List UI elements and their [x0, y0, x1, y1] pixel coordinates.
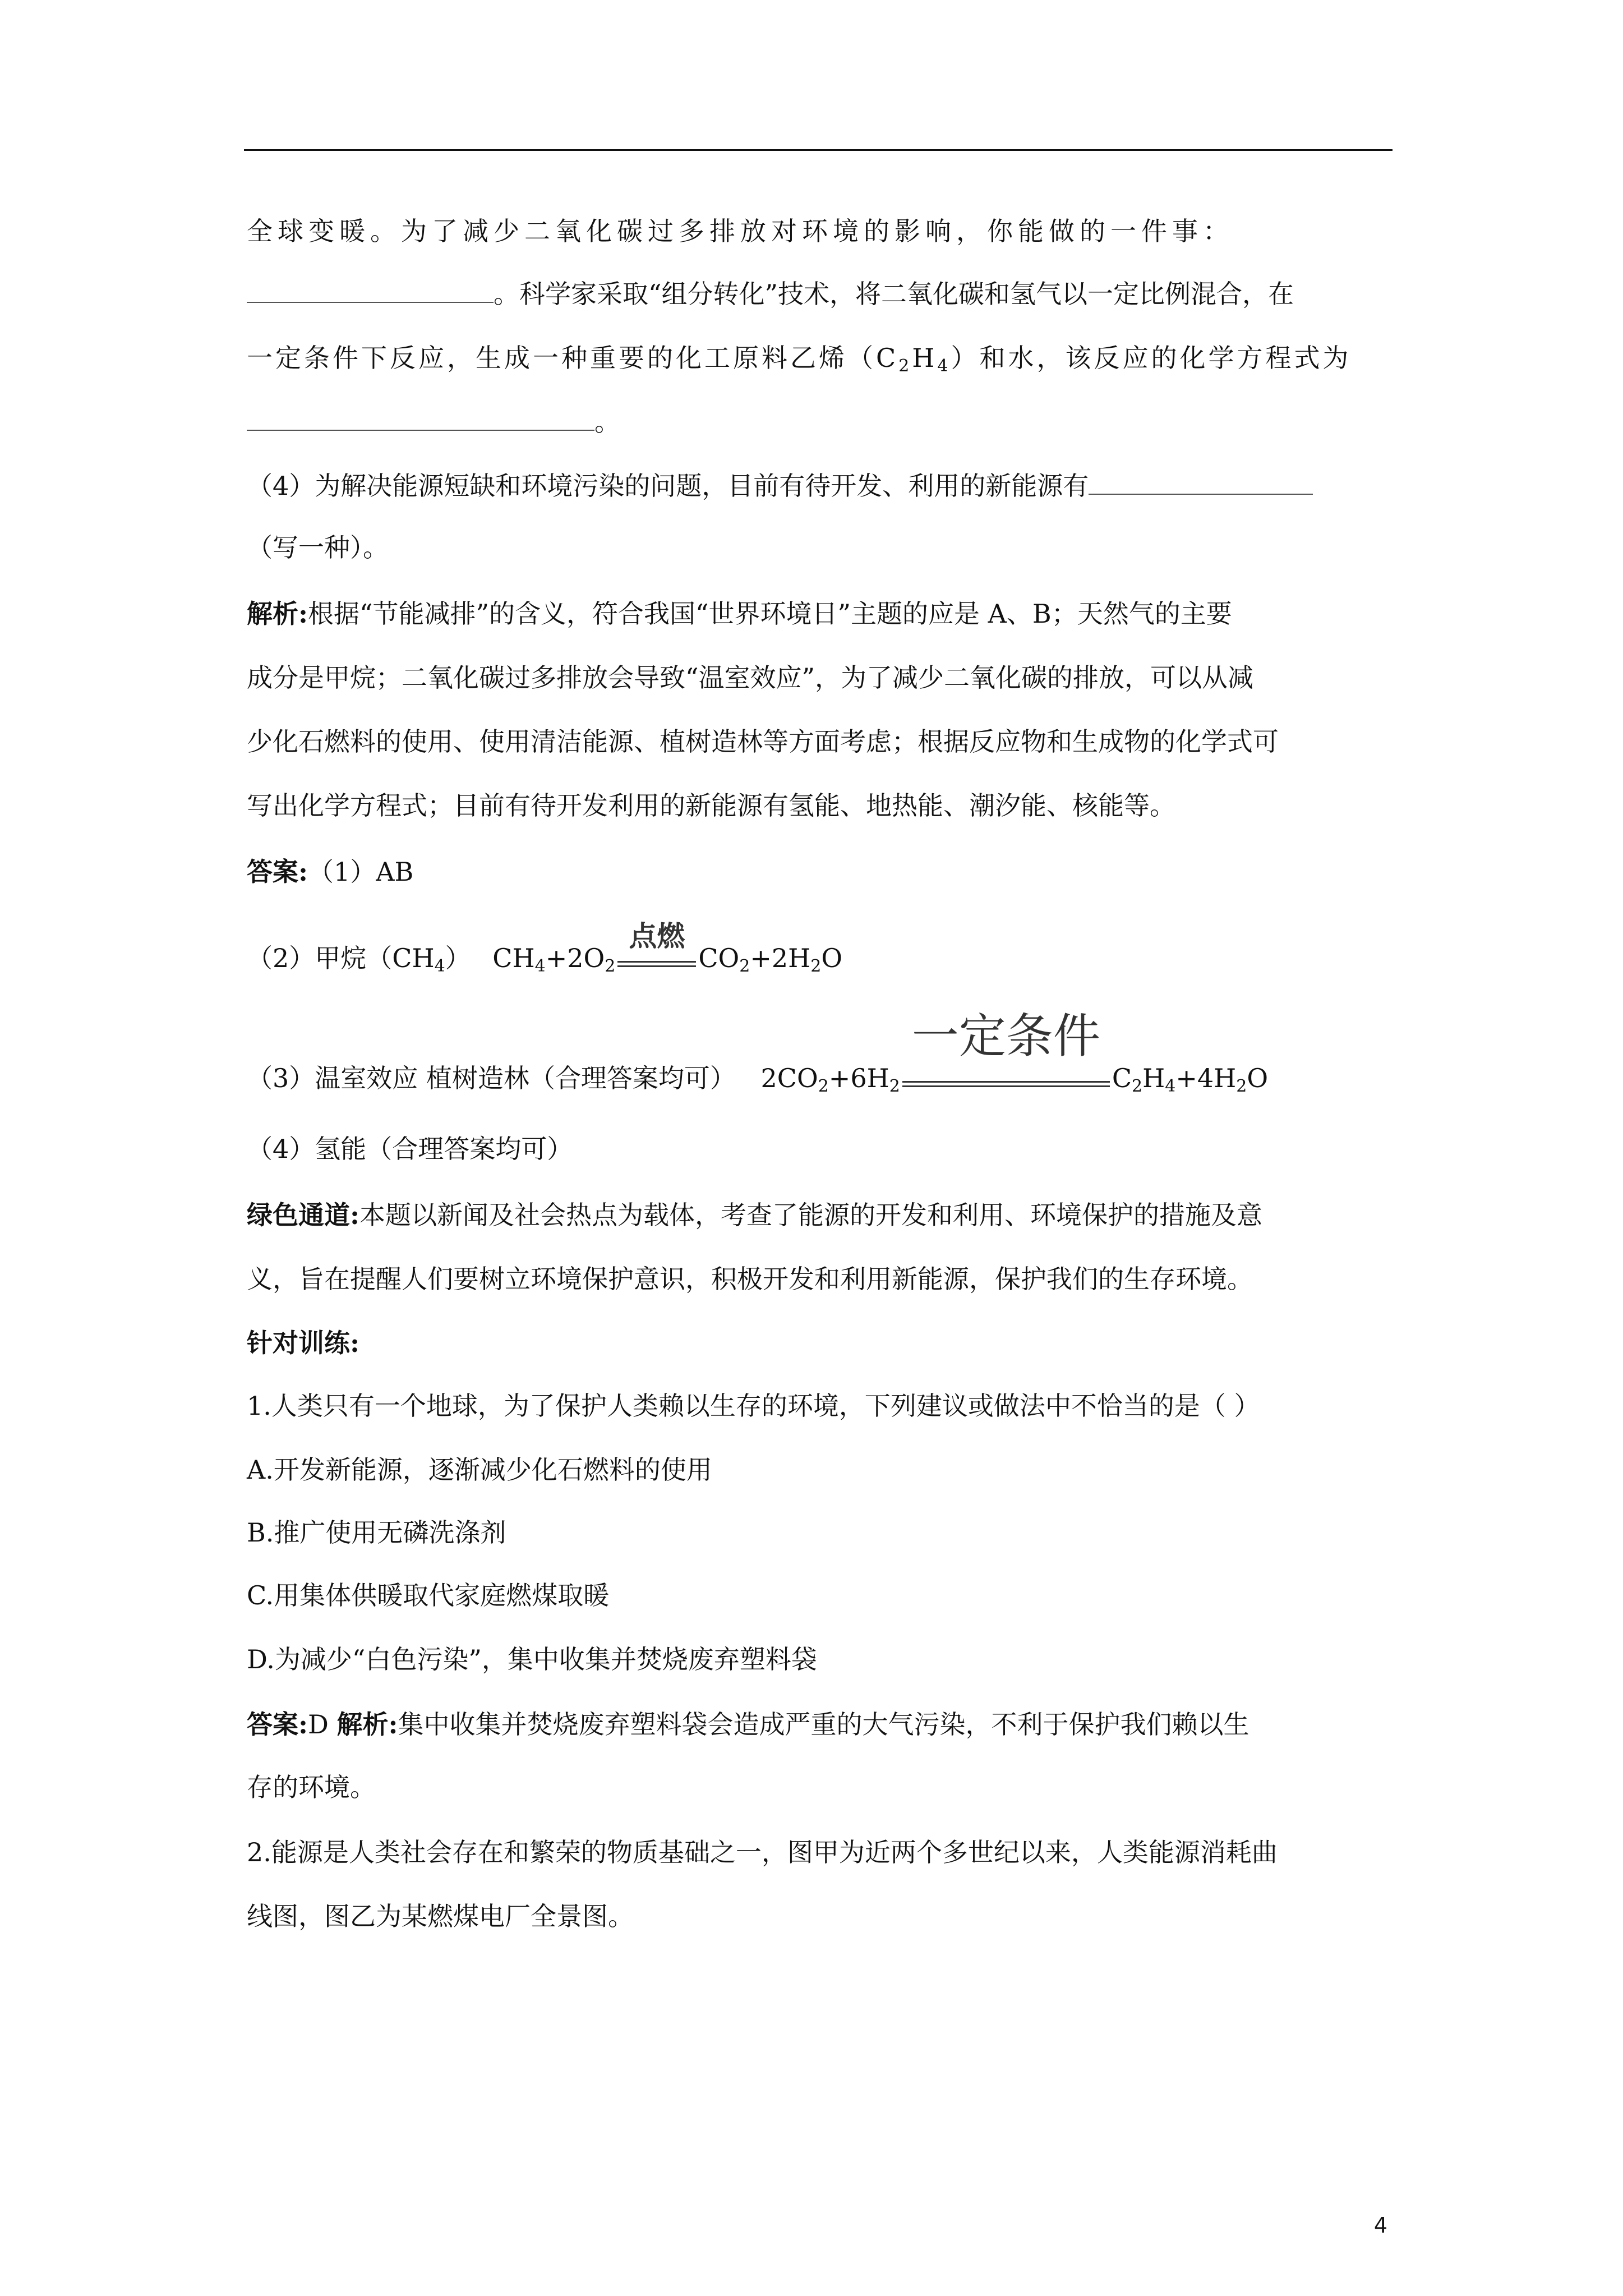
subscript: 4 — [1165, 1076, 1176, 1096]
subscript: 2 — [889, 1076, 900, 1096]
condition-certain: 一定条件 — [911, 1009, 1100, 1064]
green-channel-line-2: 义，旨在提醒人们要树立环境保护意识，积极开发和利用新能源，保护我们的生存环境。 — [247, 1264, 1253, 1294]
q4-line-2: （写一种）。 — [247, 532, 389, 563]
q4-line-1 — [247, 469, 1313, 503]
q3-line-4-text: 。 — [594, 407, 620, 437]
eq-term: H — [1142, 1063, 1165, 1093]
q3-line-1: 全球变暖。为了减少二氧化碳过多排放对环境的影响，你能做的一件事： — [247, 216, 1234, 246]
subscript: 2 — [739, 956, 750, 976]
q4-line-1-text: （4）为解决能源短缺和环境污染的问题，目前有待开发、利用的新能源有 — [247, 471, 1089, 501]
q1-option-c: C.用集体供暖取代家庭燃煤取暖 — [247, 1580, 610, 1611]
equals-bar — [617, 961, 696, 967]
analysis-line-4: 写出化学方程式；目前有待开发利用的新能源有氢能、地热能、潮汐能、核能等。 — [247, 790, 1175, 821]
q3-line-3 — [247, 341, 1352, 375]
eq-term: +6H — [828, 1063, 889, 1093]
eq-term: CO — [698, 943, 740, 973]
analysis-text-1: 根据“节能减排”的含义，符合我国“世界环境日”主题的应是 A、B；天然气的主要 — [307, 599, 1232, 629]
q3-line-2-text: 。科学家采取“组分转化”技术，将二氧化碳和氢气以一定比例混合，在 — [494, 279, 1294, 309]
answer-1: （1）AB — [307, 857, 414, 887]
q1-answer-line-2: 存的环境。 — [247, 1772, 376, 1802]
co2-conversion-equation — [760, 1009, 1269, 1096]
answer-line-1 — [247, 855, 413, 889]
q1-answer-line-1 — [247, 1708, 1249, 1741]
q3-line-2 — [247, 277, 1294, 311]
eq-term: C — [1112, 1063, 1132, 1093]
condition-ignite: 点燃 — [629, 920, 685, 953]
header-rule — [244, 149, 1393, 151]
training-heading: 针对训练: — [247, 1328, 359, 1358]
subscript: 4 — [937, 356, 951, 376]
subscript: 4 — [434, 956, 445, 976]
answer-line-3 — [247, 1009, 1269, 1096]
eq-term: +2O — [545, 943, 605, 973]
q3-line-3b: H — [912, 343, 938, 373]
q3-line-3c: ）和水，该反应的化学方程式为 — [951, 343, 1352, 373]
training-q2-line-2: 线图，图乙为某燃煤电厂全景图。 — [247, 1901, 634, 1931]
answer-2-close: ） — [445, 943, 471, 973]
reaction-condition-sign — [617, 920, 696, 967]
answer-line-2 — [247, 920, 843, 976]
q3-line-4 — [247, 405, 620, 439]
q1-analysis-text: 集中收集并焚烧废弃塑料袋会造成严重的大气污染，不利于保护我们赖以生 — [398, 1709, 1249, 1740]
subscript: 2 — [605, 956, 616, 976]
green-channel-label: 绿色通道: — [247, 1200, 359, 1230]
eq-term: O — [821, 943, 843, 973]
methane-combustion-equation — [492, 920, 843, 976]
training-q2-line-1: 2.能源是人类社会存在和繁荣的物质基础之一，图甲为近两个多世纪以来，人类能源消耗曲 — [247, 1837, 1278, 1867]
page-number: 4 — [1373, 2213, 1387, 2238]
subscript: 2 — [810, 956, 822, 976]
reaction-condition-sign — [902, 1009, 1110, 1087]
green-channel-line-1 — [247, 1198, 1262, 1232]
eq-term: CH — [492, 943, 535, 973]
new-energy-blank[interactable] — [1089, 471, 1313, 495]
answer-line-4: （4）氢能（合理答案均可） — [247, 1134, 573, 1164]
eq-term: +2H — [750, 943, 811, 973]
q1-answer-value: D — [307, 1709, 337, 1740]
q3-line-3a: 一定条件下反应，生成一种重要的化工原料乙烯（C — [247, 343, 899, 373]
subscript: 2 — [898, 356, 912, 376]
analysis-label: 解析: — [247, 599, 308, 629]
training-q1: 1.人类只有一个地球，为了保护人类赖以生存的环境，下列建议或做法中不恰当的是（ ） — [247, 1391, 1260, 1421]
q1-answer-label: 答案: — [247, 1709, 308, 1740]
analysis-line-3: 少化石燃料的使用、使用清洁能源、植树造林等方面考虑；根据反应物和生成物的化学式可 — [247, 726, 1279, 757]
green-channel-text-1: 本题以新闻及社会热点为载体，考查了能源的开发和利用、环境保护的措施及意 — [359, 1200, 1262, 1230]
equation-blank[interactable] — [247, 407, 594, 431]
subscript: 2 — [1132, 1076, 1143, 1096]
equals-bar — [902, 1081, 1110, 1087]
eq-term: O — [1247, 1063, 1269, 1093]
answer-2-text: （2）甲烷（CH — [247, 943, 435, 973]
eq-term: 2CO — [760, 1063, 818, 1093]
answer-3-text: （3）温室效应 植树造林（合理答案均可） — [247, 1063, 736, 1093]
q1-option-d: D.为减少“白色污染”，集中收集并焚烧废弃塑料袋 — [247, 1644, 817, 1674]
subscript: 2 — [1236, 1076, 1247, 1096]
answer-label: 答案: — [247, 857, 308, 887]
analysis-line-1 — [247, 597, 1232, 631]
subscript: 2 — [818, 1076, 829, 1096]
subscript: 4 — [534, 956, 546, 976]
analysis-line-2: 成分是甲烷；二氧化碳过多排放会导致“温室效应”，为了减少二氧化碳的排放，可以从减 — [247, 662, 1254, 693]
q1-analysis-label: 解析: — [336, 1709, 398, 1740]
eq-term: +4H — [1175, 1063, 1237, 1093]
q1-option-b: B.推广使用无磷洗涤剂 — [247, 1517, 506, 1548]
answer-blank[interactable] — [247, 279, 494, 303]
q1-option-a: A.开发新能源，逐渐减少化石燃料的使用 — [247, 1455, 712, 1485]
